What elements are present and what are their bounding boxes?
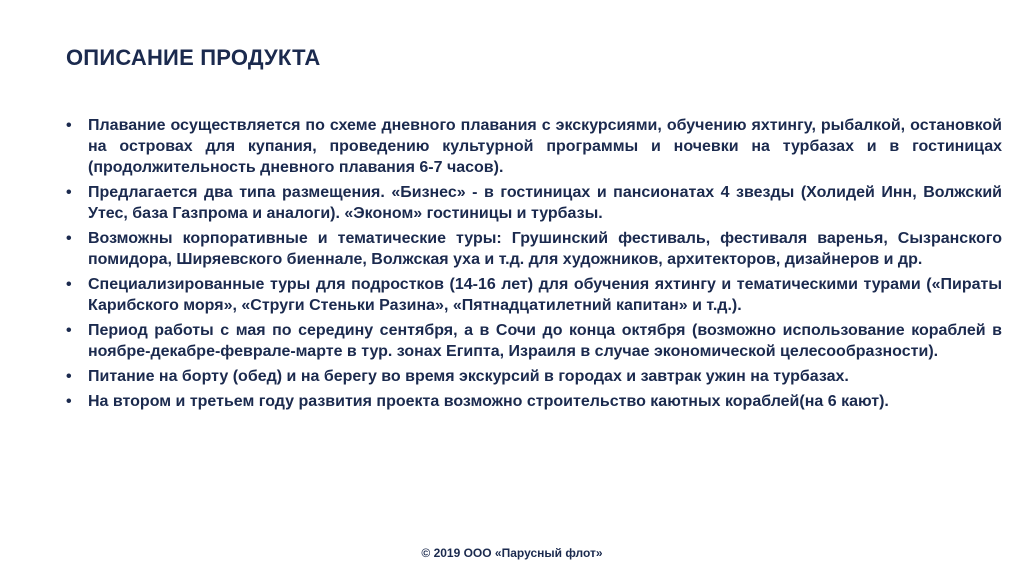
bullet-item: • Предлагается два типа размещения. «Бизнес» - в гостиницах и пансионатах 4 звезды (Холидей Инн, Волжский Утес, база Газпрома и аналоги). «Эконом» гостиницы и турбазы. (66, 182, 1002, 224)
bullet-item: • Период работы с мая по середину сентября, а в Сочи до конца октября (возможно использование кораблей в ноябре-декабре-феврале-марте в тур. зонах Египта, Израиля в случае экономической целесообразности). (66, 320, 1002, 362)
bullet-item: • Питание на борту (обед) и на берегу во время экскурсий в городах и завтрак ужин на турбазах. (66, 366, 1002, 387)
slide-title: ОПИСАНИЕ ПРОДУКТА (66, 45, 321, 70)
bullet-item: • Специализированные туры для подростков (14-16 лет) для обучения яхтингу и тематическими турами («Пираты Карибского моря», «Струги Стеньки Разина», «Пятнадцатилетний капитан» и т.д.). (66, 274, 1002, 316)
bullet-list (66, 115, 1002, 416)
bullet-item: • На втором и третьем году развития проекта возможно строительство каютных кораблей(на 6 кают). (66, 391, 1002, 412)
bullet-item: • Плавание осуществляется по схеме дневного плавания с экскурсиями, обучению яхтингу, рыбалкой, остановкой на островах для купания, проведению культурной программы и ночевки на турбазах и в гостиницах (продолжительность дневного плавания 6-7 часов). (66, 115, 1002, 178)
copyright-footer: © 2019 ООО «Парусный флот» (421, 546, 603, 560)
bullet-item: • Возможны корпоративные и тематические туры: Грушинский фестиваль, фестиваля варенья, Сызранского помидора, Ширяевского биеннале, Волжская уха и т.д. для художников, архитекторов, дизайнеров и др. (66, 228, 1002, 270)
